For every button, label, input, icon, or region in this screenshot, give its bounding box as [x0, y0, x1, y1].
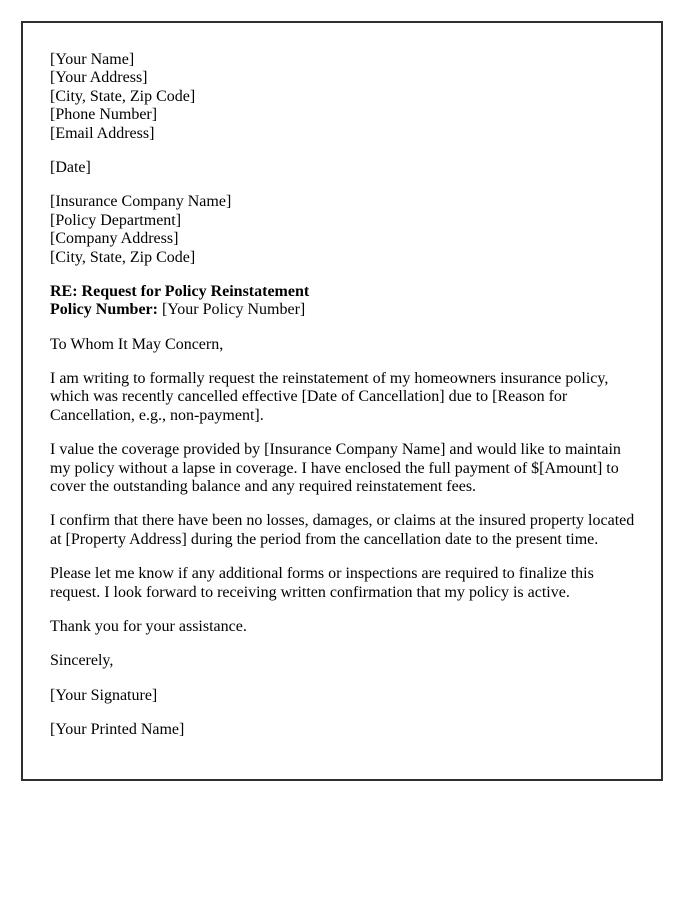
policy-number-value: [Your Policy Number] [161, 301, 306, 319]
body-paragraph-4: Please let me know if any additional forms or inspections are required to finalize this request. I look forward to receiving written confirmation that my policy is active. [50, 565, 594, 601]
letter-document [21, 21, 663, 781]
sender-email: [Email Address] [50, 124, 155, 142]
sender-name: [Your Name] [50, 51, 135, 68]
closing: Sincerely, [50, 652, 114, 670]
sender-city-state-zip: [City, State, Zip Code] [50, 87, 196, 105]
sender-phone: [Phone Number] [50, 106, 158, 124]
body-paragraph-5: Thank you for your assistance. [50, 617, 247, 635]
re-subject-line: RE: Request for Policy Reinstatement [50, 282, 310, 300]
recipient-company: [Insurance Company Name] [50, 193, 232, 211]
sender-address-block [50, 51, 635, 143]
recipient-department: [Policy Department] [50, 211, 182, 229]
body-paragraph-3: I confirm that there have been no losses, damages, or claims at the insured property located at [Property Address] during the period from the cancellation date to the present time. [50, 512, 635, 548]
recipient-city-state-zip: [City, State, Zip Code] [50, 248, 196, 266]
body-paragraph-1: I am writing to formally request the reinstatement of my homeowners insurance policy, which was recently cancelled effective [Date of Cancellation] due to [Reason for Cancellation, e.g., non-payment]. [50, 370, 609, 424]
printed-name-placeholder: [Your Printed Name] [50, 721, 185, 739]
recipient-address: [Company Address] [50, 230, 179, 248]
recipient-address-block [50, 193, 635, 267]
signature-placeholder: [Your Signature] [50, 686, 158, 704]
body-paragraph-2: I value the coverage provided by [Insurance Company Name] and would like to maintain my policy without a lapse in coverage. I have enclosed the full payment of $[Amount] to cover the outstanding balance and any required reinstatement fees. [50, 441, 621, 496]
date-line: [Date] [50, 158, 91, 176]
salutation: To Whom It May Concern, [50, 335, 224, 353]
sender-address: [Your Address] [50, 69, 148, 87]
subject-block [50, 283, 635, 320]
policy-number-label: Policy Number: [50, 301, 158, 319]
